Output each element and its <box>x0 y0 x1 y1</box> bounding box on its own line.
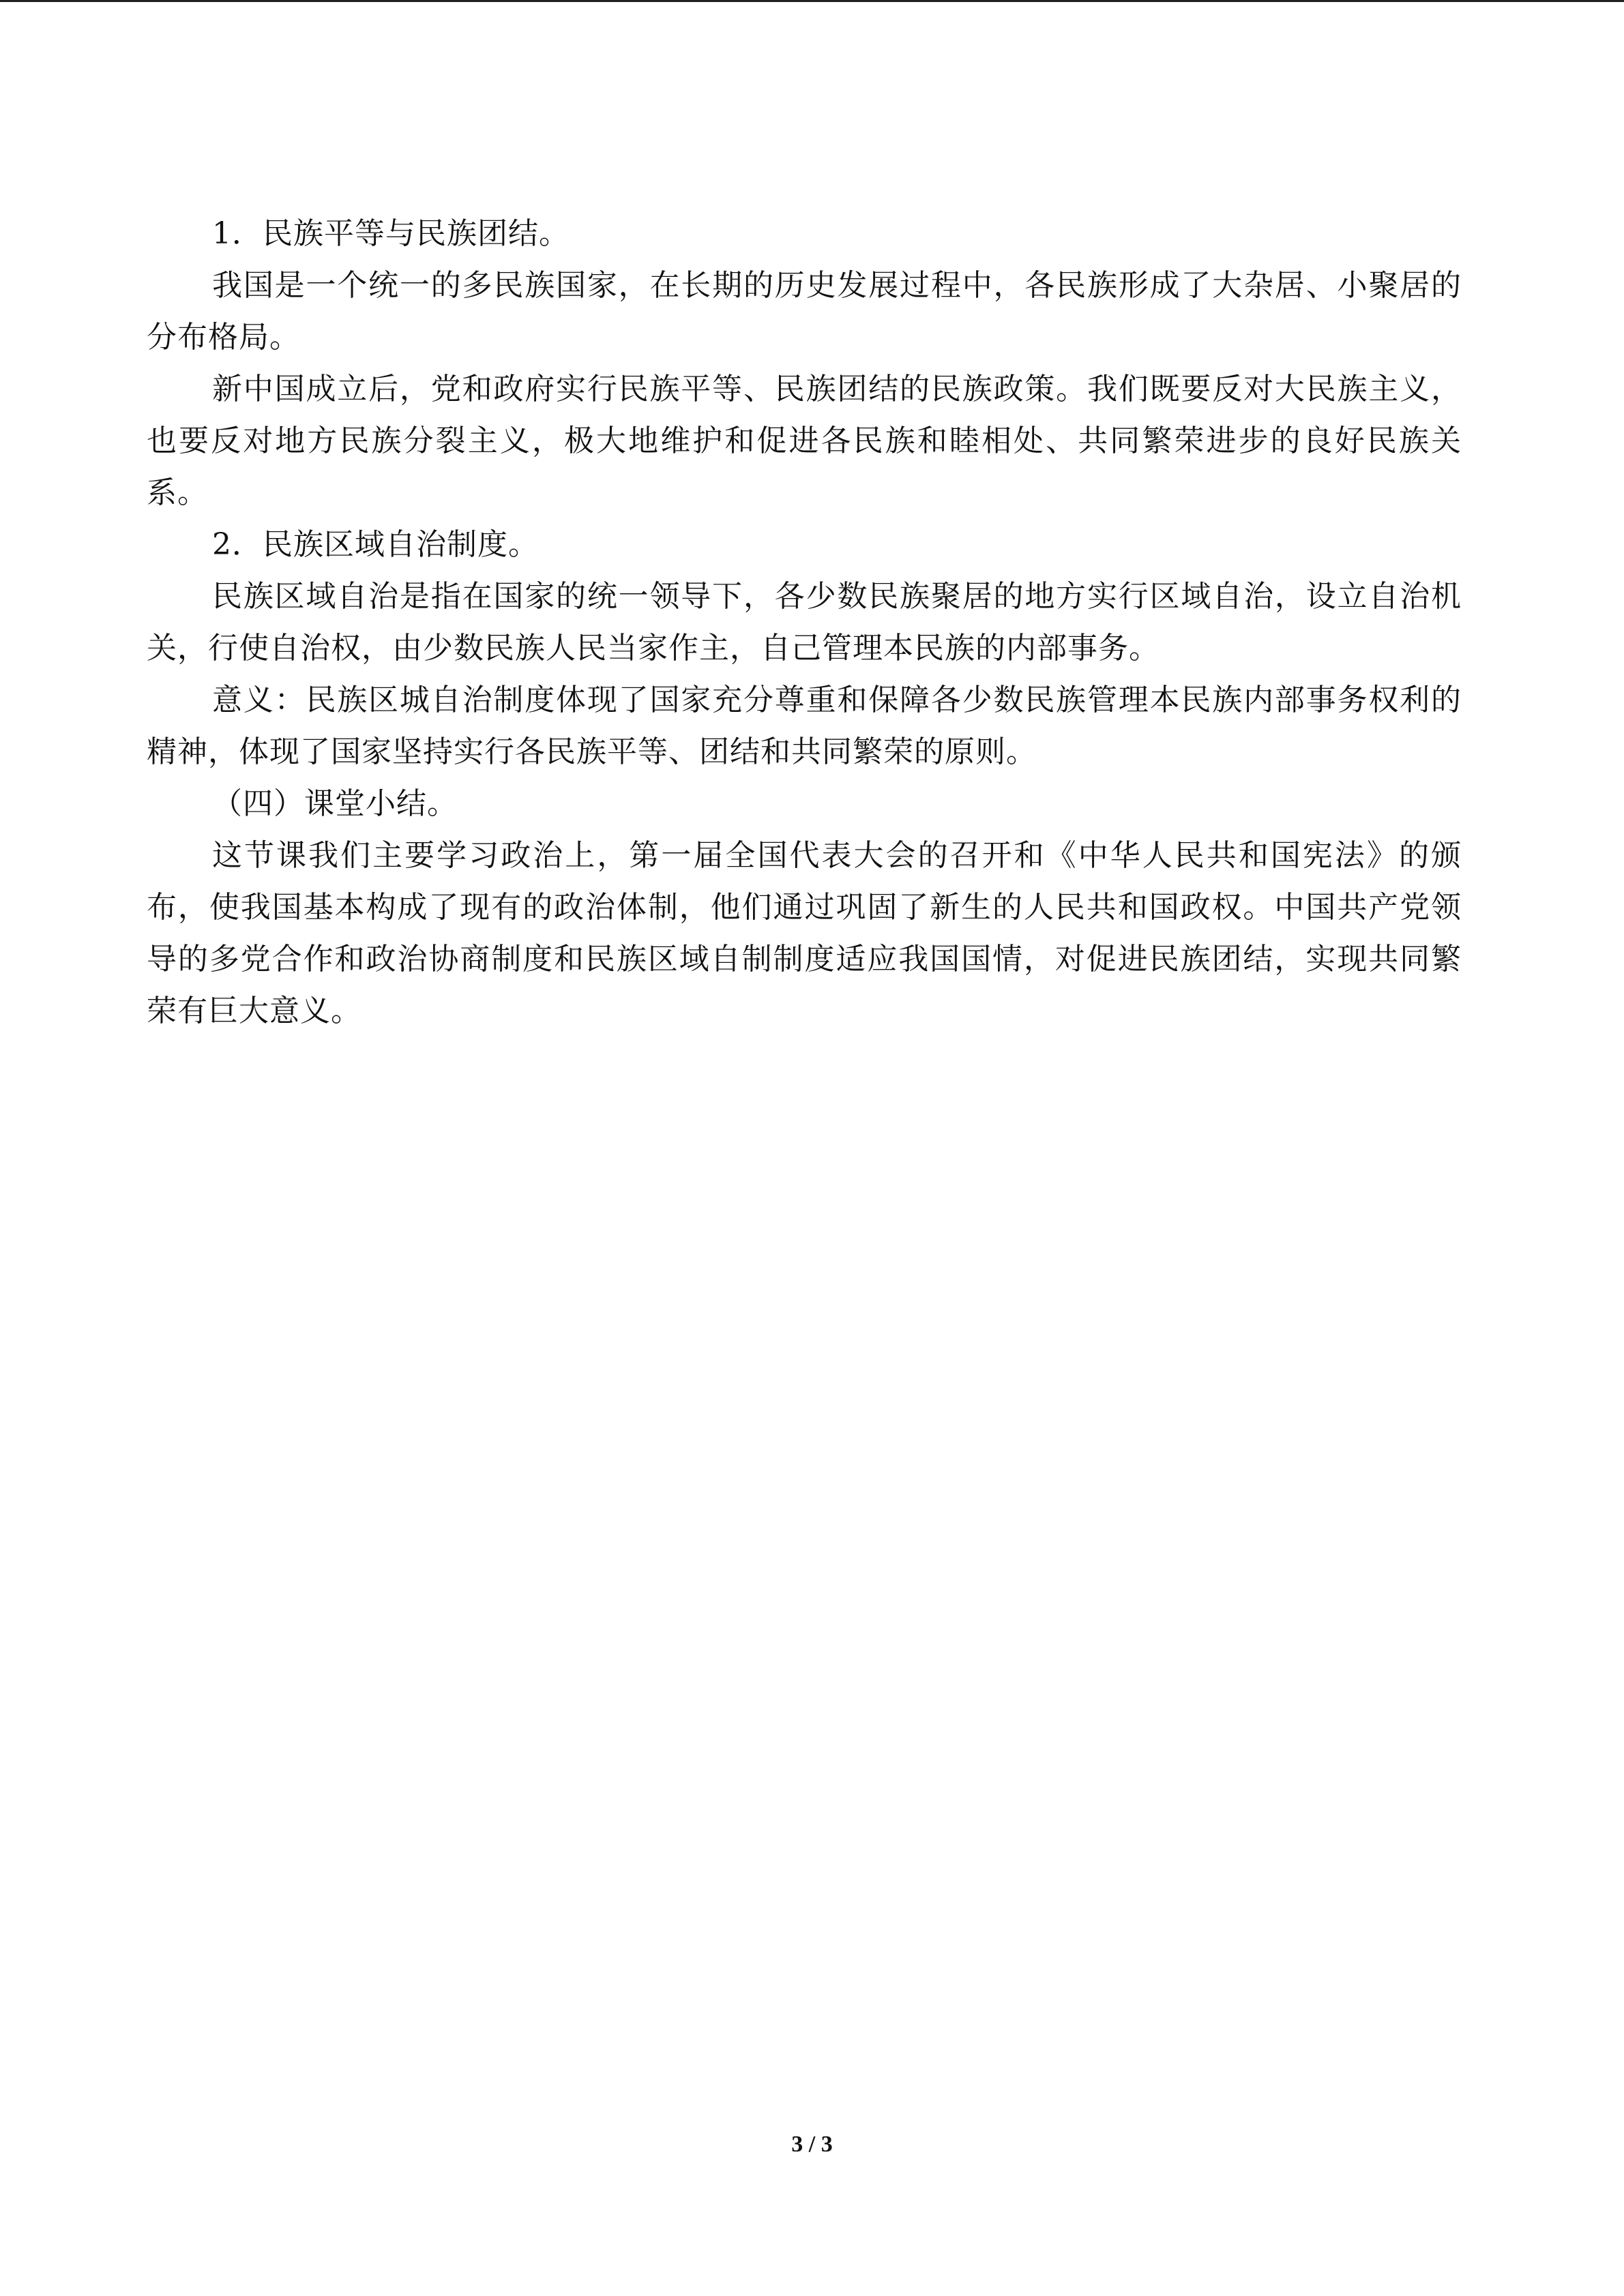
page-number: 3 / 3 <box>791 2132 833 2157</box>
paragraph-ethnic-policy: 新中国成立后，党和政府实行民族平等、民族团结的民族政策。我们既要反对大民族主义，也要反对地方民族分裂主义，极大地维护和促进各民族和睦相处、共同繁荣进步的良好民族关系。 <box>147 372 1462 510</box>
paragraph-class-summary: 这节课我们主要学习政治上，第一届全国代表大会的召开和《中华人民共和国宪法》的颁布，使我国基本构成了现有的政治体制，他们通过巩固了新生的人民共和国政权。中国共产党领导的多党合作和政治协商制度和民族区域自制制度适应我国国情，对促进民族团结，实现共同繁荣有巨大意义。 <box>147 838 1462 1028</box>
heading-ethnic-equality: 1．民族平等与民族团结。 <box>212 216 570 251</box>
heading-regional-autonomy: 2．民族区域自治制度。 <box>212 527 539 562</box>
top-border-line <box>0 0 1624 2</box>
heading-class-summary: （四）课堂小结。 <box>212 786 458 821</box>
document-body <box>147 208 1462 1037</box>
paragraph-autonomy-significance: 意义：民族区城自治制度体现了国家充分尊重和保障各少数民族管理本民族内部事务权利的精神，体现了国家坚持实行各民族平等、团结和共同繁荣的原则。 <box>147 683 1462 769</box>
paragraph-autonomy-definition: 民族区域自治是指在国家的统一领导下，各少数民族聚居的地方实行区域自治，设立自治机关，行使自治权，由少数民族人民当家作主，自己管理本民族的内部事务。 <box>147 579 1462 666</box>
paragraph-multi-ethnic-state: 我国是一个统一的多民族国家，在长期的历史发展过程中，各民族形成了大杂居、小聚居的分布格局。 <box>147 268 1462 355</box>
